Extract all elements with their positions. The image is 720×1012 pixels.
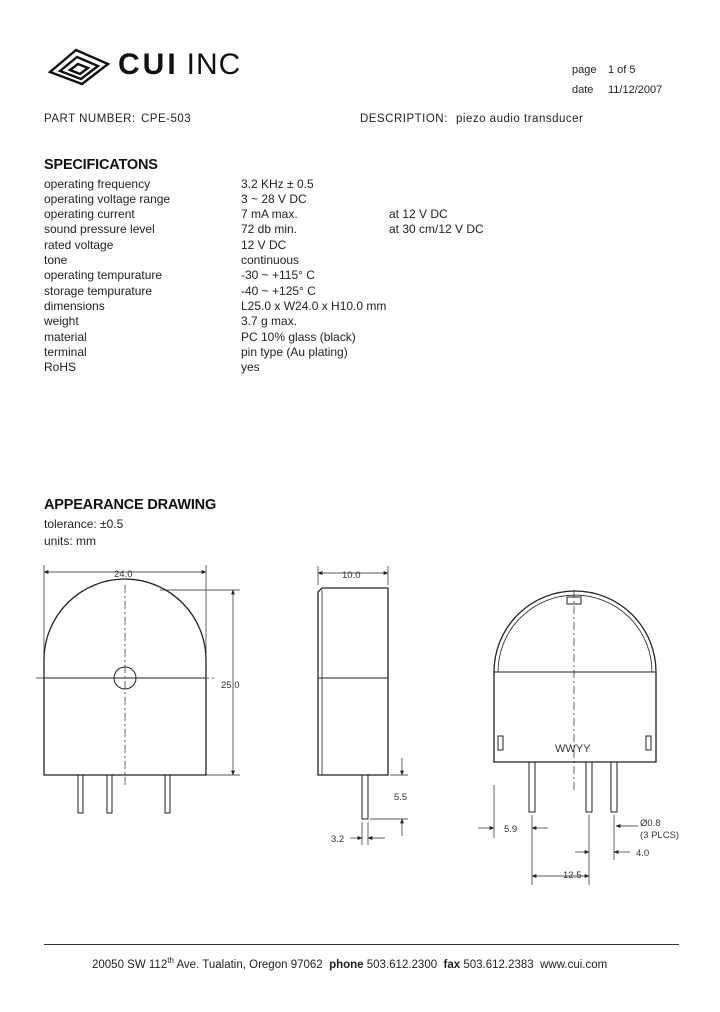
back-pin bbox=[586, 762, 592, 812]
footer-website[interactable]: www.cui.com bbox=[540, 958, 608, 971]
spec-row bbox=[44, 238, 644, 253]
spec-row bbox=[44, 177, 644, 192]
dim-pin-count-label: (3 PLCS) bbox=[640, 830, 680, 841]
spec-value: pin type (Au plating) bbox=[241, 345, 348, 359]
spec-row bbox=[44, 314, 644, 329]
spec-label: storage tempurature bbox=[44, 284, 153, 298]
spec-value: 3 ~ 28 V DC bbox=[241, 192, 307, 206]
spec-value: 72 db min. bbox=[241, 222, 298, 236]
spec-value: continuous bbox=[241, 253, 300, 267]
dim-width-label: 24.0 bbox=[114, 569, 133, 580]
spec-value: L25.0 x W24.0 x H10.0 mm bbox=[241, 299, 387, 313]
spec-value: -40 ~ +125° C bbox=[241, 284, 316, 298]
spec-value: 3.7 g max. bbox=[241, 314, 298, 328]
logo-mark-icon bbox=[44, 46, 114, 86]
spec-value: 7 mA max. bbox=[241, 207, 298, 221]
back-inner-arc bbox=[498, 595, 652, 672]
spec-label: dimensions bbox=[44, 299, 105, 313]
footer-phone-label: phone bbox=[329, 958, 364, 971]
logo-text-inc: INC bbox=[186, 48, 242, 81]
footer-address-sup: th bbox=[167, 956, 174, 965]
back-slot-left bbox=[498, 736, 503, 750]
spec-label: RoHS bbox=[44, 360, 77, 374]
back-pin bbox=[529, 762, 535, 812]
spec-value: 12 V DC bbox=[241, 238, 287, 252]
date-value: 11/12/2007 bbox=[608, 84, 663, 96]
tolerance-text: tolerance: ±0.5 bbox=[44, 517, 124, 531]
spec-label: operating voltage range bbox=[44, 192, 171, 206]
back-body-outline bbox=[494, 591, 656, 762]
spec-label: terminal bbox=[44, 345, 87, 359]
spec-label: operating frequency bbox=[44, 177, 151, 191]
back-slot-right bbox=[646, 736, 651, 750]
spec-label: operating current bbox=[44, 207, 135, 221]
front-pin bbox=[107, 775, 112, 813]
spec-value: PC 10% glass (black) bbox=[241, 330, 356, 344]
spec-row bbox=[44, 207, 644, 222]
footer-fax: 503.612.2383 bbox=[463, 958, 534, 971]
drawing-title: APPEARANCE DRAWING bbox=[44, 497, 217, 513]
spec-label: sound pressure level bbox=[44, 222, 155, 236]
part-number-label: PART NUMBER: bbox=[44, 113, 136, 125]
dim-height-label: 25.0 bbox=[221, 680, 240, 691]
spec-value: -30 ~ +115° C bbox=[241, 268, 315, 282]
marking-text: WWYY bbox=[555, 743, 591, 755]
description-label: DESCRIPTION: bbox=[360, 113, 448, 125]
description-value: piezo audio transducer bbox=[456, 113, 584, 125]
spec-note: at 30 cm/12 V DC bbox=[389, 222, 484, 236]
footer-address: 20050 SW 112 bbox=[92, 958, 168, 971]
spec-row bbox=[44, 330, 644, 345]
side-view bbox=[318, 566, 408, 845]
footer-divider bbox=[44, 944, 679, 945]
dim-pin-offset-label: 3.2 bbox=[331, 834, 345, 845]
footer-phone: 503.612.2300 bbox=[366, 958, 438, 971]
dim-pin-dia-label: Ø0.8 bbox=[640, 818, 661, 829]
spec-row bbox=[44, 222, 644, 237]
back-pin bbox=[611, 762, 617, 812]
side-body-outline bbox=[318, 588, 388, 775]
appearance-drawing bbox=[0, 555, 720, 895]
logo-text-cui: CUI bbox=[118, 48, 179, 81]
footer-fax-label: fax bbox=[443, 958, 461, 971]
spec-note: at 12 V DC bbox=[389, 207, 448, 221]
spec-row bbox=[44, 268, 644, 283]
date-label: date bbox=[572, 84, 594, 96]
spec-label: material bbox=[44, 330, 87, 344]
front-pin bbox=[165, 775, 170, 813]
spec-value: yes bbox=[241, 360, 260, 374]
dim-pin-length-label: 5.5 bbox=[394, 792, 408, 803]
spec-label: operating tempurature bbox=[44, 268, 163, 282]
spec-row bbox=[44, 192, 644, 207]
specifications-title: SPECIFICATONS bbox=[44, 157, 158, 173]
units-text: units: mm bbox=[44, 534, 97, 548]
spec-row bbox=[44, 284, 644, 299]
spec-row bbox=[44, 345, 644, 360]
spec-label: tone bbox=[44, 253, 68, 267]
dim-depth-label: 10.0 bbox=[342, 570, 361, 581]
back-view bbox=[478, 590, 656, 885]
page-label: page bbox=[572, 64, 597, 76]
front-view bbox=[36, 565, 240, 813]
front-pin bbox=[78, 775, 83, 813]
dim-pin-gap-label: 4.0 bbox=[636, 848, 650, 859]
spec-label: weight bbox=[44, 314, 79, 328]
company-logo bbox=[44, 46, 254, 88]
footer-address-rest: Ave. Tualatin, Oregon 97062 bbox=[176, 958, 323, 971]
spec-value: 3.2 KHz ± 0.5 bbox=[241, 177, 314, 191]
spec-row bbox=[44, 253, 644, 268]
part-number-value: CPE-503 bbox=[141, 113, 192, 125]
spec-row bbox=[44, 360, 644, 375]
spec-label: rated voltage bbox=[44, 238, 114, 252]
footer-contact bbox=[92, 956, 607, 971]
side-pin bbox=[362, 775, 368, 819]
spec-row bbox=[44, 299, 644, 314]
dim-pin-spacing-label: 12.5 bbox=[563, 870, 582, 881]
page-value: 1 of 5 bbox=[608, 64, 636, 76]
dim-pin-edge-label: 5.9 bbox=[504, 824, 518, 835]
